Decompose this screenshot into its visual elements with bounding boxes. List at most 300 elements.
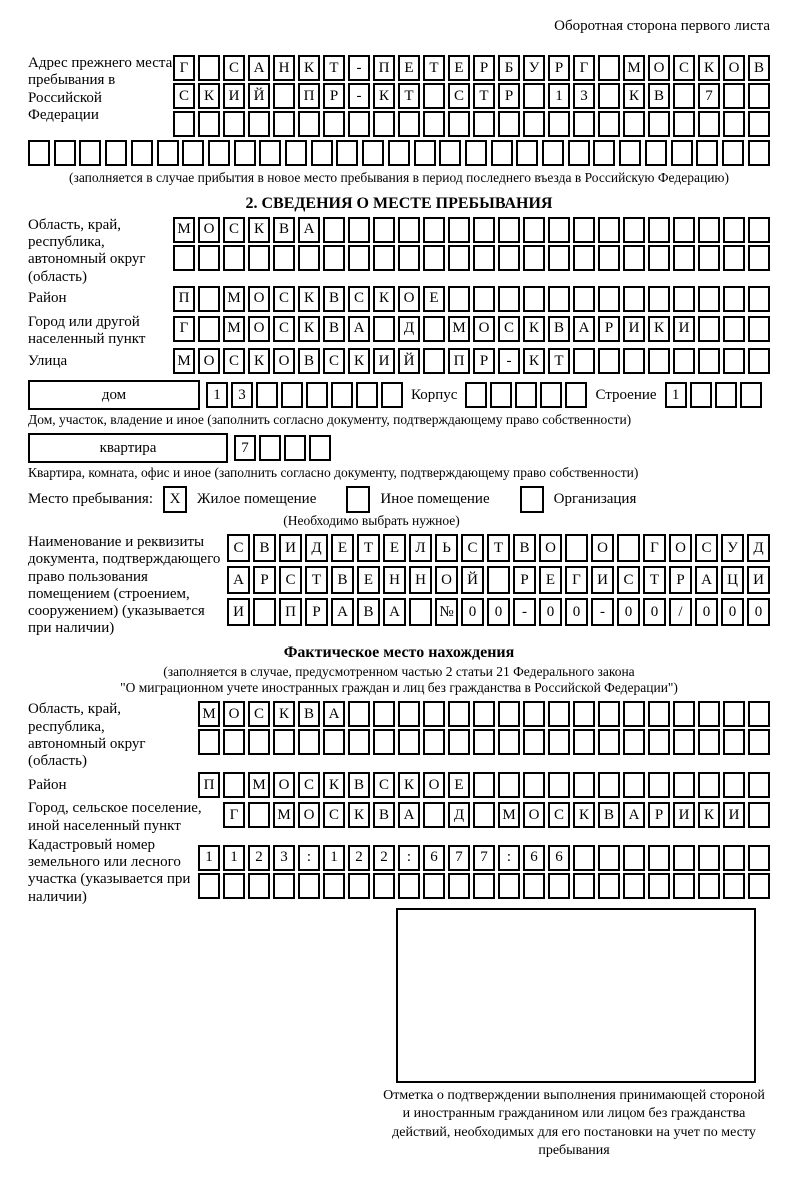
char-cell[interactable] [523,873,545,899]
char-cell[interactable] [673,245,695,271]
char-cell[interactable]: М [248,772,270,798]
char-cell[interactable] [473,772,495,798]
char-cell[interactable]: С [673,55,695,81]
char-cell[interactable]: Н [409,566,432,594]
char-cell[interactable]: Г [173,316,195,342]
char-cell[interactable] [423,111,445,137]
char-cell[interactable] [273,729,295,755]
char-cell[interactable]: О [423,772,445,798]
char-cell[interactable] [548,245,570,271]
char-cell[interactable] [273,83,295,109]
char-cell[interactable]: О [539,534,562,562]
char-cell[interactable] [748,245,770,271]
char-cell[interactable]: И [673,802,695,828]
char-cell[interactable] [723,729,745,755]
char-cell[interactable] [373,217,395,243]
char-cell[interactable] [748,140,770,166]
char-cell[interactable] [423,245,445,271]
char-cell[interactable] [698,286,720,312]
char-cell[interactable] [173,245,195,271]
char-cell[interactable] [208,140,230,166]
char-cell[interactable]: В [323,316,345,342]
char-cell[interactable] [723,772,745,798]
char-cell[interactable] [573,845,595,871]
char-cell[interactable]: Р [253,566,276,594]
char-cell[interactable]: С [695,534,718,562]
char-cell[interactable] [487,566,510,594]
char-cell[interactable] [423,873,445,899]
char-cell[interactable]: М [448,316,470,342]
char-cell[interactable] [473,701,495,727]
char-cell[interactable] [748,286,770,312]
char-cell[interactable]: О [248,316,270,342]
house-type-box[interactable]: дом [28,380,200,410]
char-cell[interactable] [698,217,720,243]
char-cell[interactable]: К [623,83,645,109]
char-cell[interactable] [523,286,545,312]
char-cell[interactable]: О [198,348,220,374]
char-cell[interactable] [273,873,295,899]
char-cell[interactable]: А [383,598,406,626]
char-cell[interactable]: К [573,802,595,828]
char-cell[interactable] [648,111,670,137]
char-cell[interactable]: 1 [548,83,570,109]
char-cell[interactable] [473,217,495,243]
char-cell[interactable] [491,140,513,166]
char-cell[interactable]: А [331,598,354,626]
char-cell[interactable]: Й [248,83,270,109]
char-cell[interactable] [515,382,537,408]
char-cell[interactable]: К [323,772,345,798]
char-cell[interactable] [465,382,487,408]
char-cell[interactable]: 1 [223,845,245,871]
char-cell[interactable] [398,217,420,243]
char-cell[interactable] [398,245,420,271]
char-cell[interactable] [748,111,770,137]
char-cell[interactable] [273,111,295,137]
char-cell[interactable]: А [398,802,420,828]
char-cell[interactable]: О [523,802,545,828]
char-cell[interactable]: 7 [473,845,495,871]
char-cell[interactable]: Н [383,566,406,594]
char-cell[interactable] [131,140,153,166]
char-cell[interactable] [223,873,245,899]
char-cell[interactable]: 6 [523,845,545,871]
char-cell[interactable] [259,140,281,166]
char-cell[interactable] [690,382,712,408]
char-cell[interactable]: Г [565,566,588,594]
char-cell[interactable]: Н [273,55,295,81]
char-cell[interactable]: : [498,845,520,871]
char-cell[interactable] [648,701,670,727]
char-cell[interactable]: С [348,286,370,312]
char-cell[interactable]: С [461,534,484,562]
char-cell[interactable] [498,286,520,312]
char-cell[interactable]: В [253,534,276,562]
char-cell[interactable]: К [373,83,395,109]
char-cell[interactable] [248,111,270,137]
char-cell[interactable] [598,772,620,798]
char-cell[interactable]: С [223,55,245,81]
char-cell[interactable]: 6 [548,845,570,871]
char-cell[interactable] [223,245,245,271]
char-cell[interactable] [598,845,620,871]
char-cell[interactable]: Р [473,348,495,374]
other-premises-checkbox[interactable] [346,486,370,513]
char-cell[interactable] [648,245,670,271]
char-cell[interactable] [223,729,245,755]
char-cell[interactable] [648,772,670,798]
char-cell[interactable]: В [323,286,345,312]
char-cell[interactable]: С [273,286,295,312]
char-cell[interactable] [473,729,495,755]
char-cell[interactable]: К [298,316,320,342]
char-cell[interactable]: Р [548,55,570,81]
char-cell[interactable] [573,245,595,271]
char-cell[interactable] [723,348,745,374]
char-cell[interactable]: О [223,701,245,727]
char-cell[interactable] [573,729,595,755]
char-cell[interactable]: : [398,845,420,871]
char-cell[interactable]: А [623,802,645,828]
char-cell[interactable] [409,598,432,626]
char-cell[interactable] [273,245,295,271]
char-cell[interactable]: О [198,217,220,243]
char-cell[interactable] [723,83,745,109]
char-cell[interactable] [448,701,470,727]
char-cell[interactable]: О [273,772,295,798]
char-cell[interactable] [423,802,445,828]
char-cell[interactable]: К [523,316,545,342]
char-cell[interactable] [540,382,562,408]
char-cell[interactable]: С [448,83,470,109]
char-cell[interactable] [722,140,744,166]
char-cell[interactable] [498,729,520,755]
char-cell[interactable]: Т [643,566,666,594]
char-cell[interactable]: В [331,566,354,594]
char-cell[interactable] [198,729,220,755]
char-cell[interactable]: 2 [248,845,270,871]
char-cell[interactable]: С [548,802,570,828]
char-cell[interactable]: К [248,217,270,243]
char-cell[interactable]: С [498,316,520,342]
char-cell[interactable]: 0 [643,598,666,626]
char-cell[interactable] [723,245,745,271]
char-cell[interactable] [79,140,101,166]
char-cell[interactable] [748,348,770,374]
char-cell[interactable] [723,701,745,727]
char-cell[interactable]: Д [398,316,420,342]
char-cell[interactable] [523,701,545,727]
char-cell[interactable] [598,286,620,312]
char-cell[interactable] [723,217,745,243]
char-cell[interactable] [598,348,620,374]
char-cell[interactable]: Р [498,83,520,109]
char-cell[interactable]: Р [648,802,670,828]
char-cell[interactable]: С [323,802,345,828]
char-cell[interactable]: К [398,772,420,798]
char-cell[interactable] [198,873,220,899]
char-cell[interactable] [448,873,470,899]
char-cell[interactable]: П [373,55,395,81]
char-cell[interactable]: Е [357,566,380,594]
char-cell[interactable]: Р [305,598,328,626]
char-cell[interactable]: С [223,217,245,243]
char-cell[interactable]: 0 [747,598,770,626]
char-cell[interactable] [284,435,306,461]
char-cell[interactable] [623,729,645,755]
char-cell[interactable] [414,140,436,166]
char-cell[interactable] [573,701,595,727]
char-cell[interactable]: В [513,534,536,562]
char-cell[interactable] [198,111,220,137]
char-cell[interactable]: О [591,534,614,562]
char-cell[interactable] [223,772,245,798]
char-cell[interactable] [388,140,410,166]
char-cell[interactable] [648,873,670,899]
char-cell[interactable]: 0 [617,598,640,626]
char-cell[interactable] [623,111,645,137]
char-cell[interactable]: М [198,701,220,727]
char-cell[interactable]: Р [473,55,495,81]
char-cell[interactable] [698,729,720,755]
char-cell[interactable]: 7 [234,435,256,461]
char-cell[interactable] [298,245,320,271]
char-cell[interactable] [323,873,345,899]
char-cell[interactable] [673,348,695,374]
char-cell[interactable]: А [323,701,345,727]
char-cell[interactable] [423,348,445,374]
char-cell[interactable]: П [448,348,470,374]
char-cell[interactable]: У [721,534,744,562]
char-cell[interactable]: Т [487,534,510,562]
char-cell[interactable]: А [248,55,270,81]
char-cell[interactable] [348,873,370,899]
char-cell[interactable] [548,217,570,243]
char-cell[interactable]: В [298,701,320,727]
char-cell[interactable] [448,286,470,312]
char-cell[interactable] [298,873,320,899]
char-cell[interactable]: И [223,83,245,109]
char-cell[interactable]: А [573,316,595,342]
char-cell[interactable]: - [513,598,536,626]
char-cell[interactable] [473,286,495,312]
char-cell[interactable] [573,286,595,312]
char-cell[interactable]: В [373,802,395,828]
char-cell[interactable] [598,873,620,899]
char-cell[interactable] [423,83,445,109]
char-cell[interactable]: Р [323,83,345,109]
char-cell[interactable] [598,245,620,271]
char-cell[interactable]: С [227,534,250,562]
char-cell[interactable] [54,140,76,166]
char-cell[interactable] [673,701,695,727]
char-cell[interactable] [423,316,445,342]
char-cell[interactable]: Г [573,55,595,81]
char-cell[interactable] [373,316,395,342]
char-cell[interactable] [398,873,420,899]
char-cell[interactable] [648,729,670,755]
char-cell[interactable]: Т [398,83,420,109]
char-cell[interactable]: В [273,217,295,243]
char-cell[interactable] [548,286,570,312]
char-cell[interactable] [648,348,670,374]
char-cell[interactable]: 3 [273,845,295,871]
char-cell[interactable]: 0 [565,598,588,626]
char-cell[interactable]: О [398,286,420,312]
char-cell[interactable] [623,286,645,312]
char-cell[interactable] [473,111,495,137]
char-cell[interactable] [306,382,328,408]
char-cell[interactable] [673,729,695,755]
char-cell[interactable]: О [298,802,320,828]
char-cell[interactable] [373,873,395,899]
char-cell[interactable]: К [248,348,270,374]
char-cell[interactable]: Т [323,55,345,81]
char-cell[interactable] [256,382,278,408]
char-cell[interactable]: Й [398,348,420,374]
char-cell[interactable]: К [198,83,220,109]
char-cell[interactable]: Д [448,802,470,828]
char-cell[interactable]: К [298,286,320,312]
char-cell[interactable] [398,111,420,137]
char-cell[interactable]: Е [539,566,562,594]
char-cell[interactable] [623,217,645,243]
char-cell[interactable] [373,701,395,727]
char-cell[interactable] [623,772,645,798]
char-cell[interactable]: М [223,316,245,342]
char-cell[interactable]: Т [473,83,495,109]
char-cell[interactable] [373,729,395,755]
char-cell[interactable] [198,316,220,342]
char-cell[interactable] [309,435,331,461]
char-cell[interactable] [673,845,695,871]
char-cell[interactable] [348,245,370,271]
char-cell[interactable] [548,701,570,727]
char-cell[interactable]: Д [305,534,328,562]
char-cell[interactable] [198,245,220,271]
char-cell[interactable]: № [435,598,458,626]
char-cell[interactable]: К [348,348,370,374]
char-cell[interactable] [619,140,641,166]
char-cell[interactable]: - [348,55,370,81]
char-cell[interactable] [598,111,620,137]
char-cell[interactable]: 6 [423,845,445,871]
char-cell[interactable]: К [298,55,320,81]
char-cell[interactable] [423,729,445,755]
char-cell[interactable] [548,772,570,798]
char-cell[interactable] [323,729,345,755]
char-cell[interactable]: К [273,701,295,727]
char-cell[interactable]: А [348,316,370,342]
char-cell[interactable]: 1 [323,845,345,871]
char-cell[interactable] [285,140,307,166]
char-cell[interactable] [748,802,770,828]
char-cell[interactable] [573,217,595,243]
char-cell[interactable]: О [435,566,458,594]
char-cell[interactable] [348,701,370,727]
char-cell[interactable]: 7 [448,845,470,871]
char-cell[interactable]: 1 [665,382,687,408]
char-cell[interactable] [698,845,720,871]
char-cell[interactable] [748,772,770,798]
char-cell[interactable]: И [373,348,395,374]
char-cell[interactable] [698,701,720,727]
char-cell[interactable]: К [698,55,720,81]
char-cell[interactable]: 2 [373,845,395,871]
char-cell[interactable] [182,140,204,166]
char-cell[interactable] [723,873,745,899]
char-cell[interactable] [573,348,595,374]
char-cell[interactable] [373,111,395,137]
char-cell[interactable] [723,111,745,137]
char-cell[interactable] [573,873,595,899]
char-cell[interactable] [723,845,745,871]
char-cell[interactable]: П [279,598,302,626]
char-cell[interactable] [198,55,220,81]
char-cell[interactable] [248,729,270,755]
char-cell[interactable] [698,348,720,374]
char-cell[interactable] [748,316,770,342]
char-cell[interactable]: С [223,348,245,374]
char-cell[interactable] [490,382,512,408]
char-cell[interactable]: К [698,802,720,828]
char-cell[interactable]: И [673,316,695,342]
char-cell[interactable]: 0 [695,598,718,626]
char-cell[interactable]: Е [331,534,354,562]
char-cell[interactable] [498,245,520,271]
char-cell[interactable] [523,245,545,271]
char-cell[interactable] [498,772,520,798]
char-cell[interactable] [439,140,461,166]
char-cell[interactable]: 3 [231,382,253,408]
char-cell[interactable] [448,729,470,755]
char-cell[interactable]: Т [423,55,445,81]
char-cell[interactable]: 1 [198,845,220,871]
char-cell[interactable]: Г [223,802,245,828]
char-cell[interactable]: А [227,566,250,594]
char-cell[interactable] [598,217,620,243]
char-cell[interactable] [323,217,345,243]
char-cell[interactable]: А [695,566,718,594]
char-cell[interactable] [423,701,445,727]
char-cell[interactable] [398,701,420,727]
char-cell[interactable] [723,286,745,312]
char-cell[interactable] [673,83,695,109]
char-cell[interactable] [523,83,545,109]
char-cell[interactable] [281,382,303,408]
char-cell[interactable]: Р [513,566,536,594]
char-cell[interactable] [473,802,495,828]
char-cell[interactable] [696,140,718,166]
char-cell[interactable] [298,111,320,137]
char-cell[interactable] [548,729,570,755]
char-cell[interactable] [623,245,645,271]
char-cell[interactable]: Е [448,55,470,81]
char-cell[interactable] [648,845,670,871]
char-cell[interactable] [516,140,538,166]
char-cell[interactable]: Б [498,55,520,81]
char-cell[interactable] [673,111,695,137]
char-cell[interactable] [523,772,545,798]
char-cell[interactable] [473,245,495,271]
char-cell[interactable]: П [298,83,320,109]
char-cell[interactable]: М [223,286,245,312]
char-cell[interactable] [523,729,545,755]
char-cell[interactable]: О [273,348,295,374]
char-cell[interactable]: В [298,348,320,374]
char-cell[interactable]: М [173,348,195,374]
